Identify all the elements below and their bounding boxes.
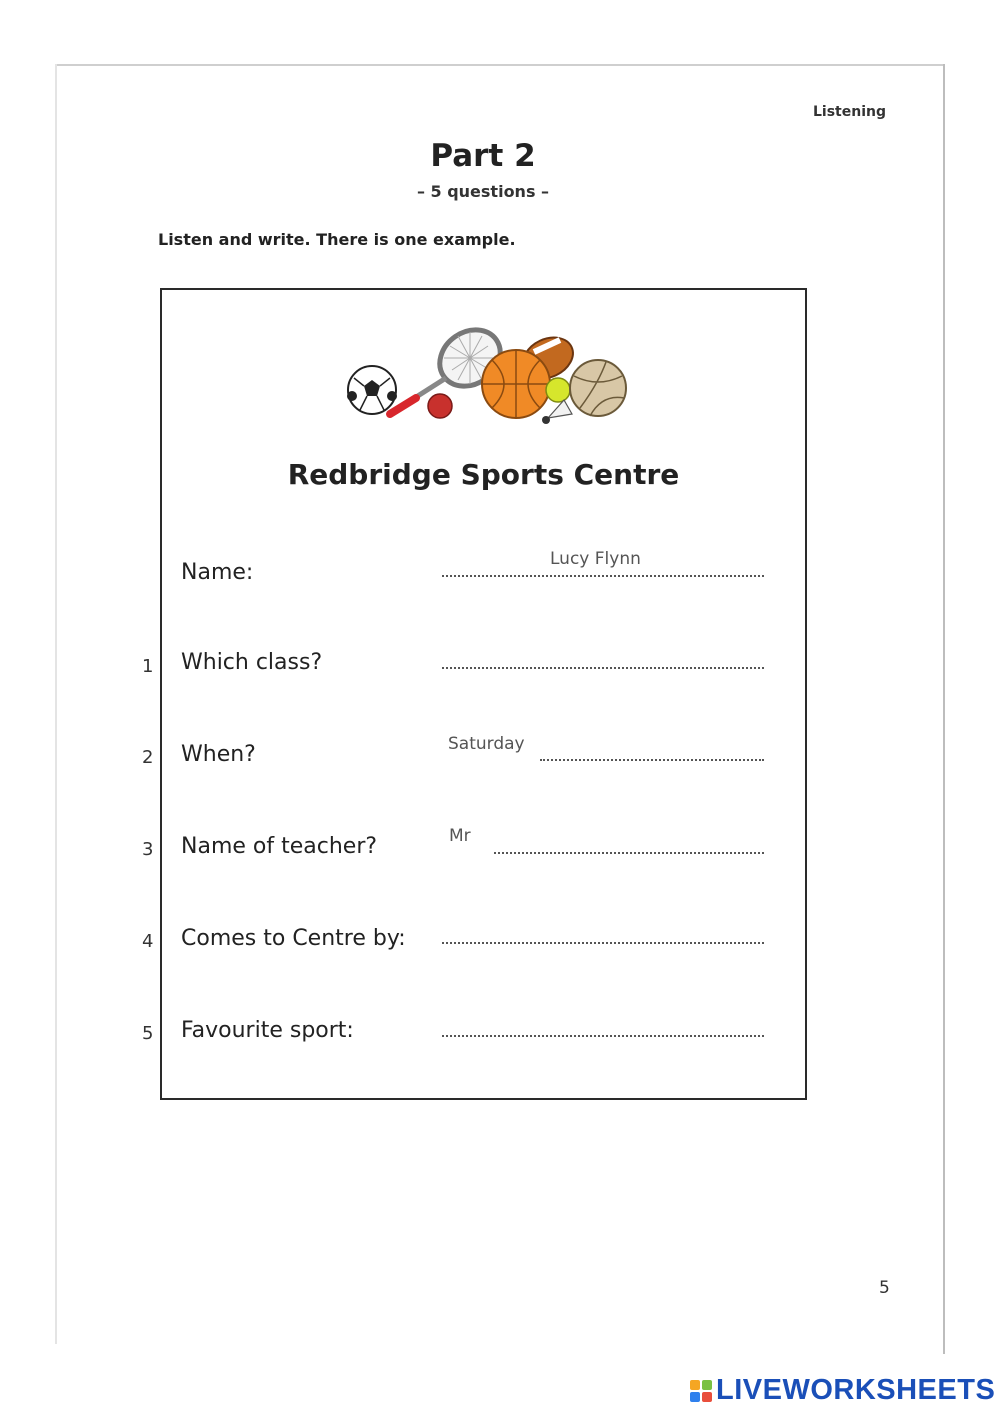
sports-balls-illustration [340, 318, 630, 430]
when-answer: Saturday [448, 734, 525, 754]
liveworksheets-logo-icon [690, 1380, 712, 1402]
comes-by-answer-line[interactable] [442, 942, 764, 944]
teacher-name-answer-line[interactable] [494, 852, 764, 854]
instruction-text: Listen and write. There is one example. [158, 230, 516, 249]
name-answer-line[interactable] [442, 575, 764, 577]
question-number-1: 1 [142, 656, 154, 677]
shuttlecock-icon [542, 400, 572, 424]
favourite-sport-label: Favourite sport: [181, 1018, 354, 1043]
football-icon [347, 366, 397, 414]
logo-square-2 [702, 1380, 712, 1390]
logo-square-3 [690, 1392, 700, 1402]
tennis-ball-icon [546, 378, 570, 402]
which-class-answer-line[interactable] [442, 667, 764, 669]
scan-edge-top [55, 64, 945, 66]
liveworksheets-brand [690, 1374, 995, 1407]
logo-square-4 [702, 1392, 712, 1402]
form-title: Redbridge Sports Centre [287, 458, 680, 491]
which-class-label: Which class? [181, 650, 323, 675]
scan-edge-right [943, 64, 945, 1354]
teacher-name-label: Name of teacher? [181, 834, 378, 859]
section-label: Listening [813, 104, 886, 120]
logo-square-1 [690, 1380, 700, 1390]
comes-by-label: Comes to Centre by: [181, 926, 406, 951]
name-label: Name: [181, 560, 254, 585]
when-answer-line[interactable] [540, 759, 764, 761]
question-number-5: 5 [142, 1023, 154, 1044]
question-number-2: 2 [142, 747, 154, 768]
name-answer: Lucy Flynn [550, 549, 641, 569]
cricket-ball-icon [428, 394, 452, 418]
when-label: When? [181, 742, 256, 767]
page-number: 5 [879, 1278, 890, 1298]
favourite-sport-answer-line[interactable] [442, 1035, 764, 1037]
basketball-icon [482, 350, 550, 418]
teacher-name-answer: Mr [449, 826, 471, 846]
part-title: Part 2 [430, 138, 536, 174]
scan-edge-left [55, 64, 57, 1344]
question-number-4: 4 [142, 931, 154, 952]
volleyball-icon [570, 360, 626, 416]
question-number-3: 3 [142, 839, 154, 860]
part-subtitle: – 5 questions – [416, 182, 550, 201]
brand-name: LIVEWORKSHEETS [716, 1374, 996, 1406]
